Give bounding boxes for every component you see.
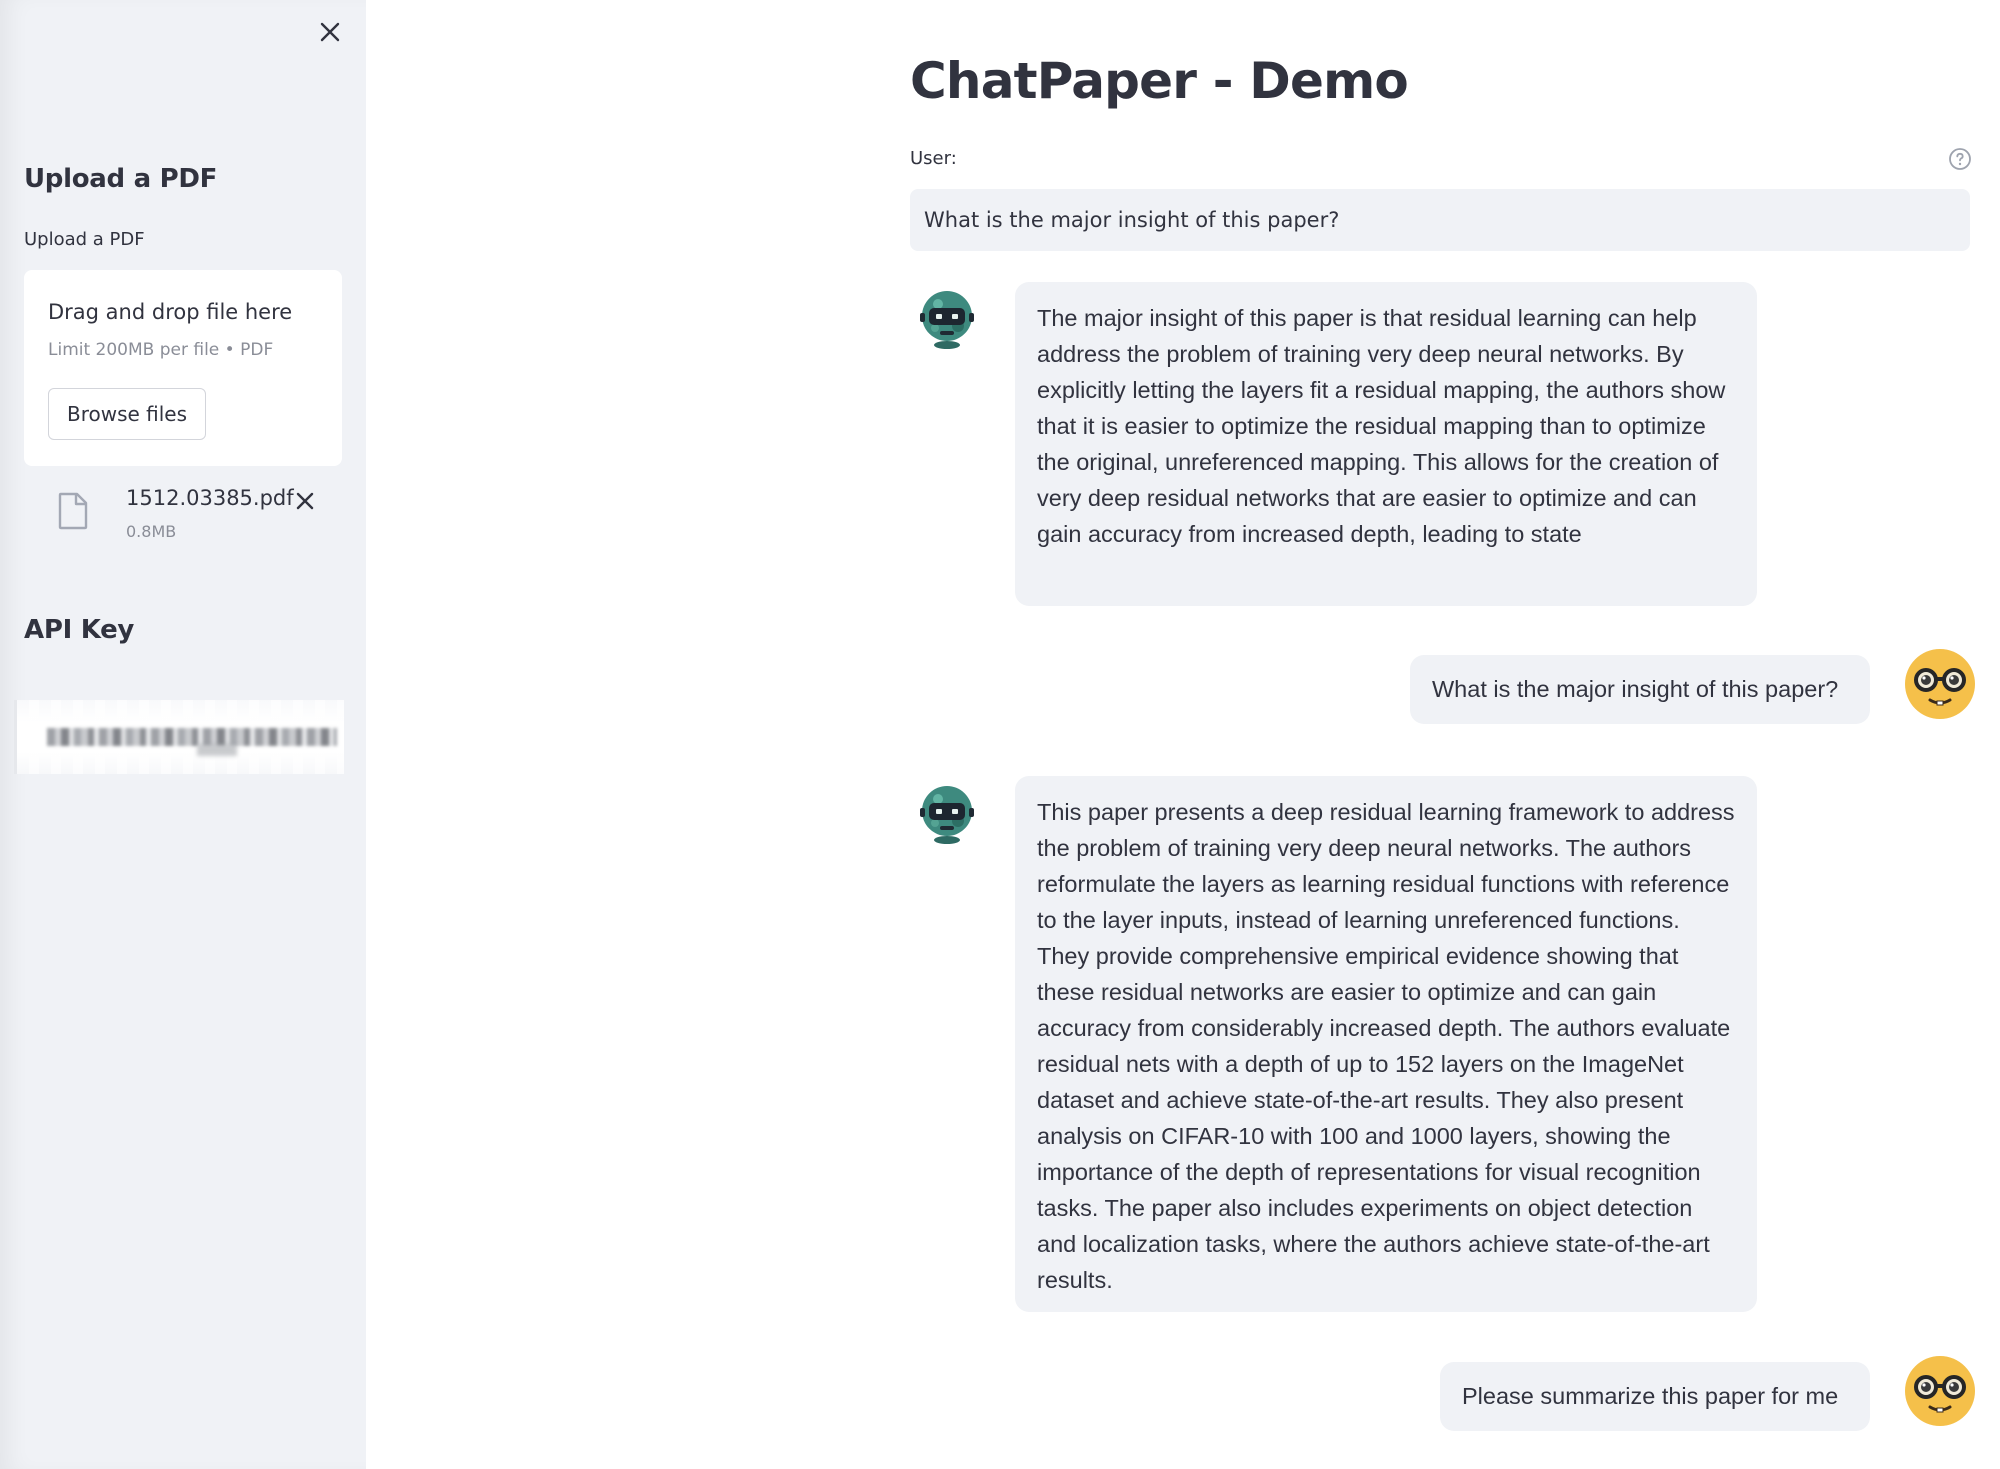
browse-files-button[interactable]: Browse files — [48, 388, 206, 440]
api-key-title: API Key — [24, 615, 135, 645]
dropzone-title: Drag and drop file here — [48, 300, 293, 324]
user-input-label: User: — [910, 148, 957, 169]
user-text-input[interactable] — [910, 189, 1970, 251]
dropzone-limit: Limit 200MB per file • PDF — [48, 340, 274, 360]
robot-avatar-icon — [911, 282, 983, 354]
close-icon — [319, 21, 341, 43]
nerd-face-avatar-icon — [1904, 1355, 1976, 1427]
close-sidebar-button[interactable] — [312, 14, 348, 50]
redacted-api-key-fragment — [197, 744, 237, 756]
file-dropzone[interactable] — [24, 270, 342, 466]
robot-avatar-icon — [911, 777, 983, 849]
help-icon[interactable] — [1948, 147, 1972, 171]
bot-message: The major insight of this paper is that residual learning can help address the problem of training very deep neural networks. By explicitly letting the layers fit a residual mapping, the authors show that it is easier to optimize the residual mapping than to optimize the original, unreferenced mapping. This allows for the creation of very deep residual networks that are easier to optimize and can gain accuracy from increased depth, leading to state — [1015, 282, 1757, 606]
sidebar — [0, 0, 366, 1469]
uploaded-file-size: 0.8MB — [126, 522, 177, 541]
bot-message: This paper presents a deep residual learning framework to address the problem of training very deep neural networks. The authors reformulate the layers as learning residual functions with reference to the layer inputs, instead of learning unreferenced functions. They provide comprehensive empirical evidence showing that these residual networks are easier to optimize and can gain accuracy from considerably increased depth. The authors evaluate residual nets with a depth of up to 152 layers on the ImageNet dataset and achieve state-of-the-art results. They also present analysis on CIFAR-10 with 100 and 1000 layers, showing the importance of the depth of representations for visual recognition tasks. The paper also includes experiments on object detection and localization tasks, where the authors achieve state-of-the-art results. — [1015, 776, 1757, 1312]
upload-section-title: Upload a PDF — [24, 164, 218, 194]
file-icon — [58, 492, 88, 530]
api-key-input[interactable] — [14, 700, 344, 774]
nerd-face-avatar-icon — [1904, 648, 1976, 720]
redacted-api-key — [47, 728, 337, 746]
upload-label: Upload a PDF — [24, 229, 145, 250]
uploaded-file — [24, 484, 342, 552]
remove-file-button[interactable] — [288, 484, 322, 518]
user-message: Please summarize this paper for me — [1440, 1362, 1870, 1431]
page-title: ChatPaper - Demo — [910, 52, 1408, 110]
close-icon — [295, 491, 315, 511]
user-message: What is the major insight of this paper? — [1410, 655, 1870, 724]
uploaded-file-name: 1512.03385.pdf — [126, 486, 294, 510]
